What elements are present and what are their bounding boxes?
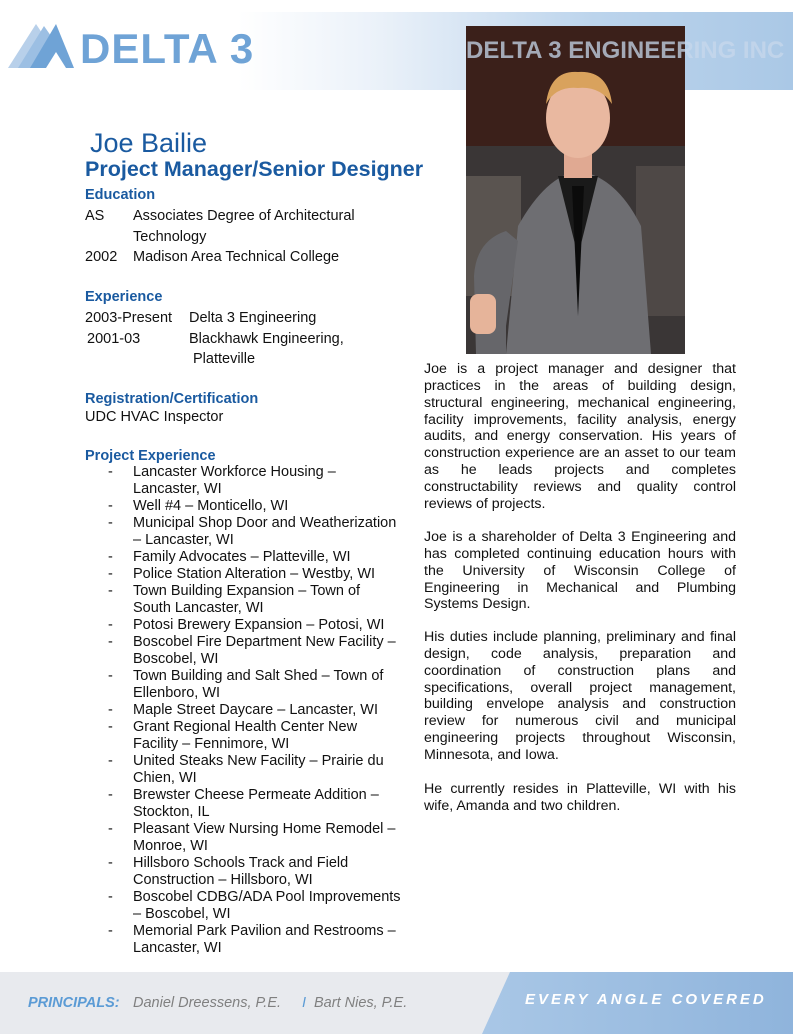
project-item-text: Grant Regional Health Center New [133, 719, 358, 735]
experience-value: Blackhawk Engineering, [189, 331, 344, 347]
tagline: EVERY ANGLE COVERED [525, 991, 767, 1008]
projects-heading: Project Experience [85, 448, 216, 464]
project-item-text: Memorial Park Pavilion and Restrooms – [133, 923, 396, 939]
photo-sign-text: DELTA 3 ENGINEERING INC [466, 37, 785, 64]
experience-heading: Experience [85, 289, 163, 305]
person-name: Joe Bailie [90, 128, 208, 158]
project-item [108, 617, 408, 634]
project-item [108, 821, 408, 855]
project-item-text: Lancaster Workforce Housing – [133, 464, 336, 480]
project-item-text: Boscobel Fire Department New Facility – [133, 634, 396, 650]
logo-wordmark: DELTA 3 [80, 25, 255, 72]
project-item-text: Hillsboro Schools Track and Field [133, 855, 349, 871]
project-item-text: Stockton, IL [133, 804, 210, 820]
project-item-text: Lancaster, WI [133, 940, 222, 956]
project-item-text: Maple Street Daycare – Lancaster, WI [133, 702, 378, 718]
project-item-text: Monroe, WI [133, 838, 208, 854]
project-item-text: South Lancaster, WI [133, 600, 264, 616]
project-item-text: Town Building Expansion – Town of [133, 583, 361, 599]
project-item [108, 889, 408, 923]
project-item-text: Brewster Cheese Permeate Addition – [133, 787, 379, 803]
footer-separator: I [302, 995, 307, 1011]
principal-name: Daniel Dreessens, P.E. [133, 995, 282, 1011]
registration-value: UDC HVAC Inspector [85, 409, 224, 425]
project-item-text: Facility – Fennimore, WI [133, 736, 290, 752]
project-item [108, 855, 408, 889]
bio-paragraph: He currently resides in Platteville, WI with his wife, Amanda and two children. [424, 781, 736, 814]
project-item [108, 753, 408, 787]
project-item-text: Ellenboro, WI [133, 685, 221, 701]
bio-paragraph: Joe is a project manager and designer that practices in the areas of building design, structural engineering, mechanical engineering, facility improvements, facility analysis, energy audits, and energy conservation. His years of construction experience are an asset to our team as he leads projects and completes constructability reviews and quality control reviews of projects. [424, 361, 736, 512]
project-item-text: Lancaster, WI [133, 481, 222, 497]
project-item-text: Police Station Alteration – Westby, WI [133, 566, 376, 582]
project-item [108, 566, 408, 583]
project-item-text: Construction – Hillsboro, WI [133, 872, 313, 888]
project-item [108, 702, 408, 719]
education-value: Technology [133, 229, 207, 245]
project-item-text: Family Advocates – Platteville, WI [133, 549, 351, 565]
portrait-photo [466, 26, 785, 354]
project-item [108, 515, 408, 549]
project-item-text: Pleasant View Nursing Home Remodel – [133, 821, 396, 837]
experience-value: Platteville [193, 351, 256, 367]
registration-heading: Registration/Certification [85, 391, 259, 407]
education-label: 2002 [85, 249, 118, 265]
project-item [108, 634, 408, 668]
person-title: Project Manager/Senior Designer [85, 157, 424, 181]
education-heading: Education [85, 187, 156, 203]
bio-paragraph: His duties include planning, preliminary and final design, code analysis, preparation and coordination of construction plans and specifications, overall project management, building envelope analysis and construction review for numerous civil and municipal engineering projects throughout Wisconsin, Minnesota, and Iowa. [424, 629, 736, 763]
project-item-text: Boscobel, WI [133, 651, 219, 667]
project-item-text: – Boscobel, WI [133, 906, 231, 922]
project-item-text: Well #4 – Monticello, WI [133, 498, 289, 514]
education-label: AS [85, 208, 105, 224]
project-item-text: Boscobel CDBG/ADA Pool Improvements [133, 889, 401, 905]
project-item [108, 719, 408, 753]
project-item-text: Potosi Brewery Expansion – Potosi, WI [133, 617, 385, 633]
project-item [108, 583, 408, 617]
project-list [108, 464, 408, 957]
experience-label: 2003-Present [85, 310, 173, 326]
experience-label: 2001-03 [87, 331, 141, 347]
education-value: Madison Area Technical College [133, 249, 340, 265]
project-item [108, 668, 408, 702]
project-item [108, 464, 408, 498]
project-item-text: – Lancaster, WI [133, 532, 234, 548]
delta3-logo [8, 16, 288, 72]
project-item [108, 923, 408, 957]
project-item [108, 549, 408, 566]
project-item-text: Municipal Shop Door and Weatherization [133, 515, 397, 531]
bio-paragraph: Joe is a shareholder of Delta 3 Engineering and has completed continuing education hours with the University of Wisconsin College of Engineering in Mechanical and Plumbing Systems Design. [424, 529, 736, 613]
principal-name: Bart Nies, P.E. [314, 995, 408, 1011]
project-item-text: United Steaks New Facility – Prairie du [133, 753, 384, 769]
project-item-text: Town Building and Salt Shed – Town of [133, 668, 384, 684]
project-item-text: Chien, WI [133, 770, 197, 786]
project-item [108, 787, 408, 821]
delta3-logo-mark [8, 16, 288, 72]
experience-value: Delta 3 Engineering [189, 310, 317, 326]
education-value: Associates Degree of Architectural [133, 208, 355, 224]
project-item [108, 498, 408, 515]
principals-label: PRINCIPALS: [28, 995, 120, 1011]
